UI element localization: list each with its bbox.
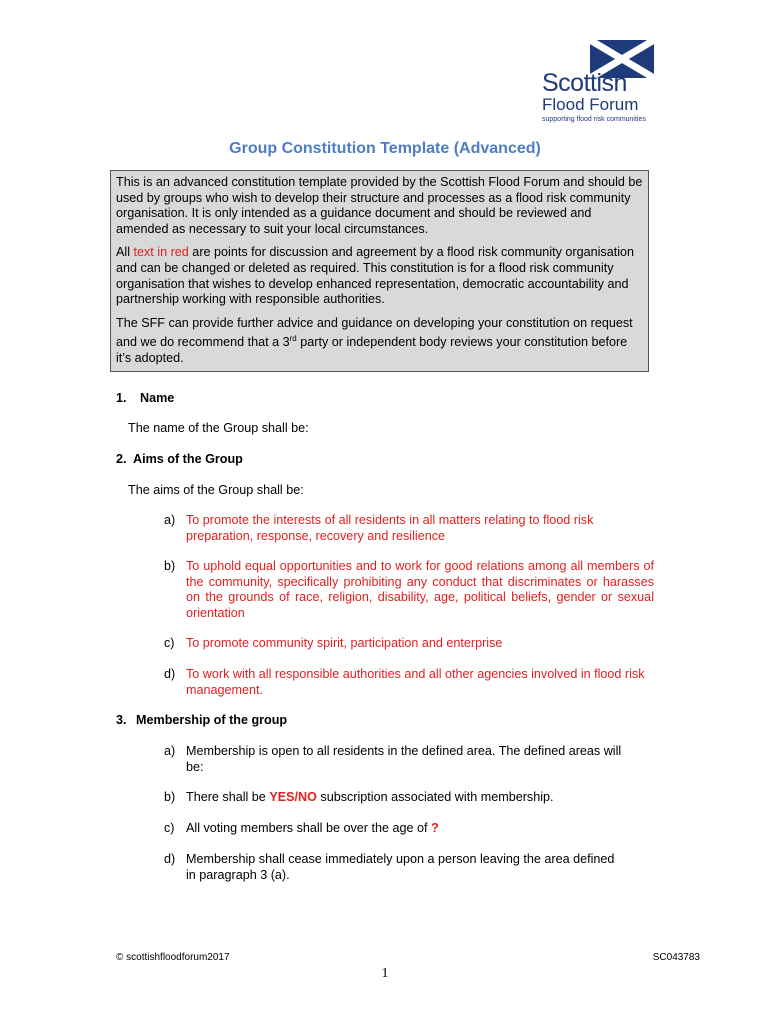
section-2-text: The aims of the Group shall be:: [128, 483, 304, 497]
intro-box: [110, 170, 649, 372]
intro-paragraph-3: The SFF can provide further advice and guidance on developing your constitution on request and we do recommend that a 3rd party or independent body reviews your constitution before it’s adopted.: [116, 315, 633, 366]
aim-item-c: c) To promote community spirit, participation and enterprise: [164, 636, 503, 650]
page-title: Group Constitution Template (Advanced): [229, 140, 541, 157]
membership-item-c: c) All voting members shall be over the age of ?: [164, 821, 439, 835]
membership-item-a: a) Membership is open to all residents in the defined area. The defined areas will be:: [164, 744, 622, 774]
age-placeholder: ?: [431, 821, 439, 835]
section-2-heading: 2. Aims of the Group: [116, 452, 243, 466]
section-3-heading: 3. Membership of the group: [116, 713, 288, 727]
intro-paragraph-2: All text in red are points for discussion and agreement by a flood risk community organisation and can be changed or deleted as required. This constitution is for a flood risk community organisation that wishes to develop enhanced representation, democratic accountability and partnership working with responsible authorities.: [116, 245, 635, 307]
intro-paragraph-1: This is an advanced constitution template provided by the Scottish Flood Forum and should be used by groups who wish to develop their structure and processes as a flood risk community organisation. It is only intended as a guidance document and should be reviewed and amended as necessary to suit your local circumstances.: [116, 175, 643, 236]
logo-tagline: supporting flood risk communities: [542, 116, 646, 123]
footer-charity-number: SC043783: [652, 952, 700, 963]
logo-line2: Flood Forum: [542, 95, 639, 114]
section-1-heading: 1. Name: [116, 391, 175, 405]
logo-line1: Scottish: [542, 69, 627, 97]
membership-item-d: d) Membership shall cease immediately upon a person leaving the area defined in paragraph 3 (a).: [164, 852, 615, 882]
footer-copyright: © scottishfloodforum2017: [116, 952, 230, 963]
aim-item-d: d) To work with all responsible authorities and all other agencies involved in flood risk management.: [164, 667, 645, 697]
section-1-text: The name of the Group shall be:: [128, 421, 309, 435]
scottish-flood-forum-logo: [538, 40, 658, 126]
aim-item-a: a) To promote the interests of all residents in all matters relating to flood risk preparation, response, recovery and resilience: [164, 513, 594, 543]
red-text-example: text in red: [133, 245, 189, 260]
yes-no-placeholder: YES/NO: [269, 790, 317, 804]
aim-item-b: b) To uphold equal opportunities and to work for good relations among all members of the community, specifically prohibiting any conduct that discriminates or harasses on the grounds of race, religion, disability, age, political beliefs, gender or sexual orientation: [164, 559, 654, 620]
membership-item-b: b) There shall be YES/NO subscription associated with membership.: [164, 790, 554, 804]
page-number: 1: [381, 966, 389, 981]
